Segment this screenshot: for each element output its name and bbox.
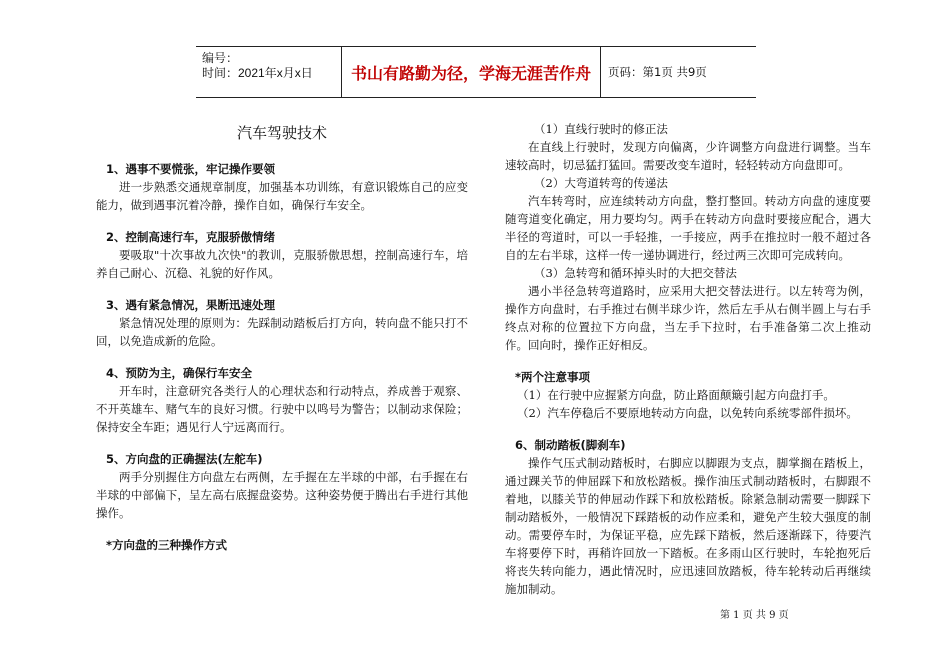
section-3-title: 3、遇有紧急情况，果断迅速处理 bbox=[106, 298, 275, 312]
number-label: 编号： bbox=[202, 51, 239, 65]
section-5-body: 两手分别握住方向盘左右两侧，左手握在左半球的中部，右手握在右半球的中部偏下，呈左高右底握盘姿势。这种姿势便于腾出右手进行其他操作。 bbox=[96, 470, 468, 520]
method-1-title: （1）直线行驶时的修正法 bbox=[534, 122, 668, 136]
note-1: （1）在行驶中应握紧方向盘，防止路面颠簸引起方向盘打手。 bbox=[517, 388, 835, 402]
right-column bbox=[505, 120, 871, 598]
method-2-body: 汽车转弯时，应连续转动方向盘，整打整回。转动方向盘的速度要随弯道变化确定，用力要均匀。两手在转动方向盘时要接应配合，遇大半径的弯道时，可以一手轻推，一手接应，两手在推拉时一般不超过各自的左右半球，这样一传一递协调进行，经过两三次即可完成转向。 bbox=[505, 194, 871, 262]
section-4-body: 开车时，注意研究各类行人的心理状态和行动特点，养成善于观察、不开英雄车、赌气车的良好习惯。行驶中以鸣号为警告；以制动求保险；保持安全车距；遇见行人宁远离而行。 bbox=[96, 384, 468, 434]
method-2-title: （2）大弯道转弯的传递法 bbox=[534, 176, 668, 190]
section-2-title: 2、控制高速行车，克服骄傲情绪 bbox=[106, 230, 275, 244]
left-column bbox=[96, 120, 468, 554]
header-table bbox=[196, 46, 756, 98]
motto-cell bbox=[341, 47, 601, 97]
section-2-body: 要吸取"十次事故九次快"的教训，克服骄傲思想，控制高速行车，培养自己耐心、沉稳、礼貌的好作风。 bbox=[96, 248, 468, 280]
page-footer: 第 1 页 共 9 页 bbox=[720, 610, 789, 621]
method-1-body: 在直线上行驶时，发现方向偏离，少许调整方向盘进行调整。当车速较高时，切忌猛打猛回。需要改变车道时，轻轻转动方向盘即可。 bbox=[505, 140, 871, 172]
section-6-body: 操作气压式制动踏板时，右脚应以脚跟为支点，脚掌搁在踏板上，通过踝关节的伸屈踩下和放松踏板。操作油压式制动踏板时，右脚跟不着地，以膝关节的伸屈动作踩下和放松踏板。除紧急制动需要一脚踩下制动踏板外，一般情况下踩踏板的动作应柔和，避免产生较大强度的制动。需要停车时，为保证平稳，应先踩下踏板，然后逐渐踩下，待要汽车将要停下时，再稍许回放一下踏板。在多雨山区行驶时，车轮抱死后将丧失转向能力，遇此情况时，应迅速回放踏板，待车轮转动后再继续施加制动。 bbox=[505, 456, 871, 596]
notes-title: *两个注意事项 bbox=[515, 370, 591, 384]
motto: 书山有路勤为径，学海无涯苦作舟 bbox=[350, 63, 591, 83]
section-6-title: 6、制动踏板(脚刹车) bbox=[515, 438, 626, 452]
note-2: （2）汽车停稳后不要原地转动方向盘，以免转向系统零部件损坏。 bbox=[517, 406, 858, 420]
section-3-body: 紧急情况处理的原则为：先踩制动踏板后打方向，转向盘不能只打不回，以免造成新的危险。 bbox=[96, 316, 468, 348]
document-title: 汽车驾驶技术 bbox=[236, 124, 327, 142]
section-5-title: 5、方向盘的正确握法(左舵车) bbox=[106, 452, 263, 466]
page-label: 页码：第1页 共9页 bbox=[608, 65, 707, 79]
section-1-body: 进一步熟悉交通规章制度，加强基本功训练，有意识锻炼自己的应变能力，做到遇事沉着冷静，操作自如，确保行车安全。 bbox=[96, 180, 468, 212]
section-1-title: 1、遇事不要慌张，牢记操作要领 bbox=[106, 162, 275, 176]
steering-methods-title: *方向盘的三种操作方式 bbox=[106, 538, 228, 552]
method-3-title: （3）急转弯和循环掉头时的大把交替法 bbox=[534, 266, 737, 280]
method-3-body: 遇小半径急转弯道路时，应采用大把交替法进行。以左转弯为例，操作方向盘时，右手推过右侧半球少许，然后左手从右侧半圆上与右手终点对称的位置拉下方向盘，当左手下拉时，右手准备第二次上推动作。回向时，操作正好相反。 bbox=[505, 284, 871, 352]
time-label: 时间：2021年x月x日 bbox=[202, 66, 313, 80]
header-meta bbox=[202, 51, 313, 81]
section-4-title: 4、预防为主，确保行车安全 bbox=[106, 366, 253, 380]
